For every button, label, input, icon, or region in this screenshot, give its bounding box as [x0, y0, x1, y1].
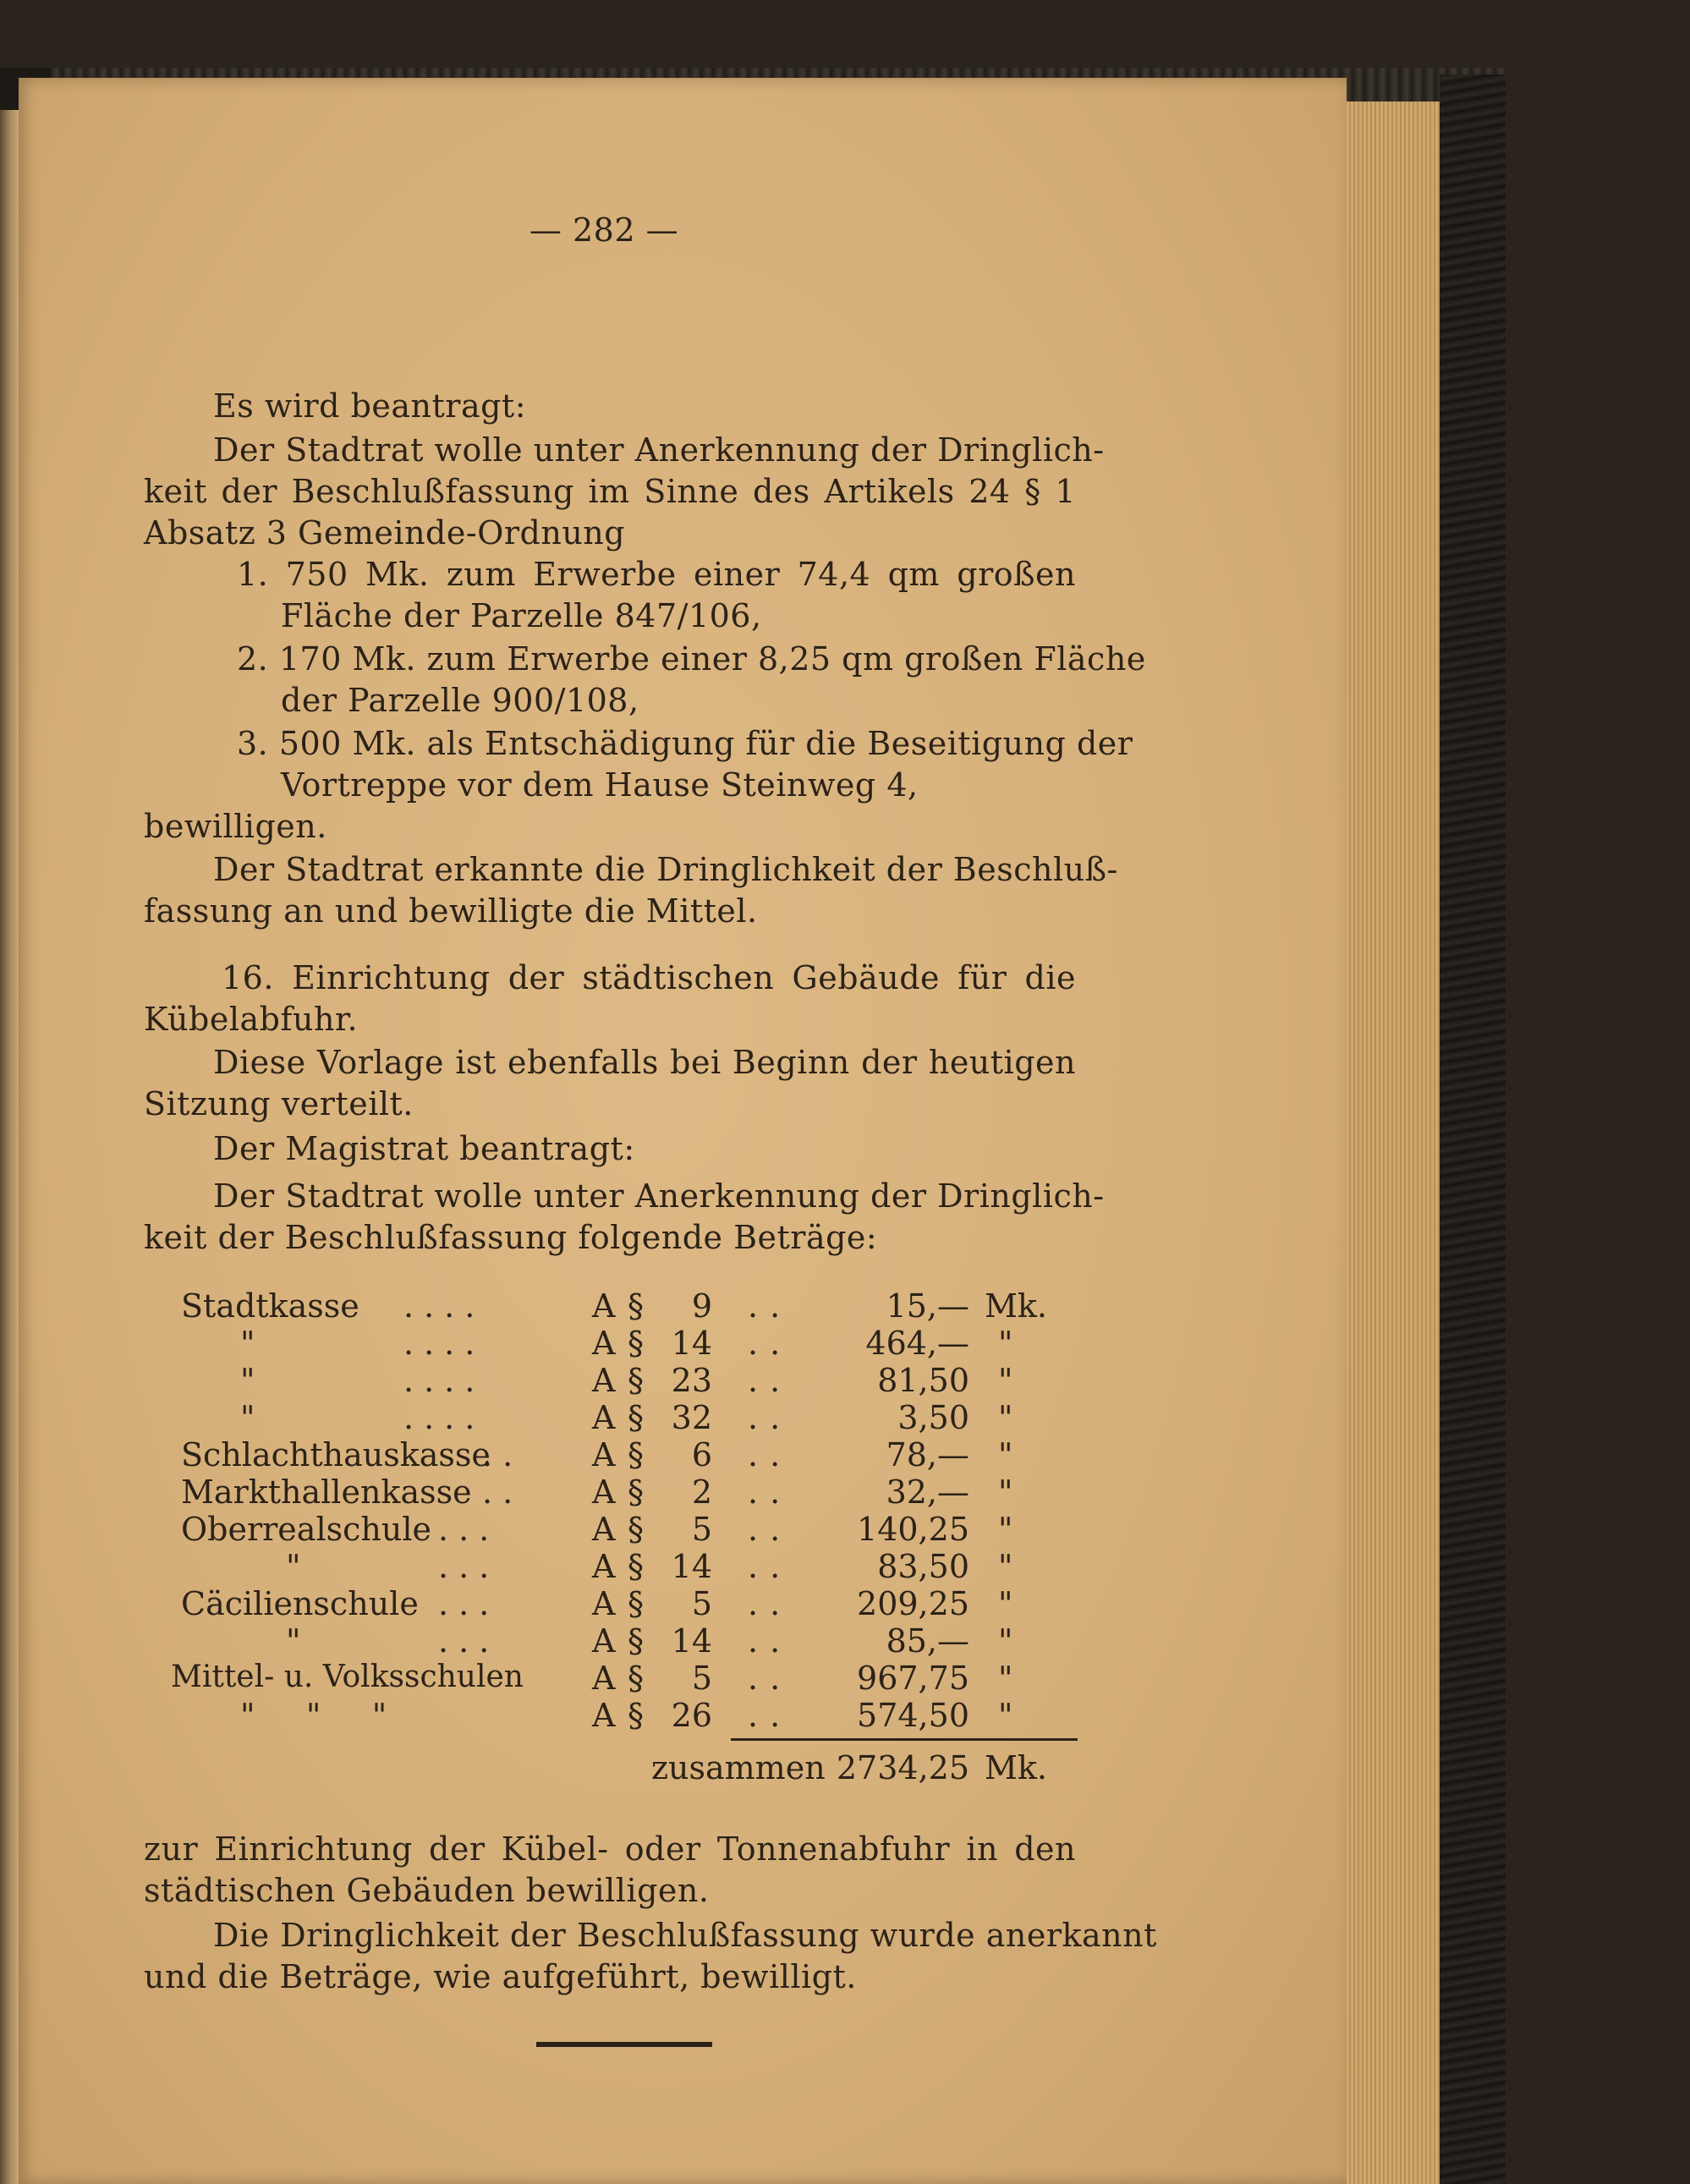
table-cell-label: "	[286, 1548, 301, 1585]
paragraph-line: zur Einrichtung der Kübel- oder Tonnenabfuhr in den	[144, 1830, 1076, 1868]
table-cell-amount: 15,—	[886, 1287, 969, 1325]
leader-dots: ..	[748, 1511, 793, 1548]
table-cell-label: Schlachthauskasse	[181, 1436, 491, 1473]
table-cell-a: A	[592, 1585, 616, 1622]
table-cell-a: A	[592, 1399, 616, 1436]
leader-dots: ...	[438, 1622, 500, 1660]
paragraph-line: Der Magistrat beantragt:	[213, 1130, 635, 1167]
table-cell-label: Cäcilienschule	[181, 1585, 419, 1622]
table-cell-label: " " "	[240, 1697, 387, 1734]
table-row	[19, 1362, 1118, 1399]
table-cell-a: A	[592, 1660, 616, 1697]
table-cell-section-number: 26	[671, 1697, 712, 1734]
leader-dots: ..	[748, 1436, 793, 1473]
leader-dots: ...	[438, 1548, 500, 1585]
table-total-amount: 2734,25	[836, 1749, 969, 1786]
table-total-unit: Mk.	[985, 1749, 1048, 1786]
table-row	[19, 1585, 1118, 1622]
table-cell-unit: "	[998, 1697, 1013, 1734]
leader-dots: ..	[748, 1548, 793, 1585]
list-item-line: Vortreppe vor dem Hause Steinweg 4,	[281, 766, 919, 804]
section-heading-line: 16. Einrichtung der städtischen Gebäude für die	[222, 959, 1076, 996]
table-cell-a: A	[592, 1622, 616, 1660]
table-cell-amount: 140,25	[857, 1511, 969, 1548]
list-item-line: 3. 500 Mk. als Entschädigung für die Beseitigung der	[237, 725, 1133, 762]
paragraph-line: keit der Beschlußfassung im Sinne des Artikels 24 § 1	[144, 473, 1076, 510]
leader-dots: ..	[748, 1325, 793, 1362]
leader-dots: ..	[748, 1622, 793, 1660]
table-cell-label: "	[240, 1325, 255, 1362]
table-cell-unit: "	[998, 1548, 1013, 1585]
section-sign: §	[628, 1287, 644, 1325]
table-cell-amount: 3,50	[897, 1399, 969, 1436]
table-cell-amount: 967,75	[857, 1660, 969, 1697]
list-item-line: Fläche der Parzelle 847/106,	[281, 597, 762, 634]
sum-rule	[731, 1738, 1078, 1741]
paragraph-line: Diese Vorlage ist ebenfalls bei Beginn der heutigen	[213, 1044, 1076, 1081]
leader-dots: ....	[403, 1325, 486, 1362]
table-row	[19, 1622, 1118, 1660]
table-cell-a: A	[592, 1362, 616, 1399]
table-cell-label: "	[286, 1622, 301, 1660]
table-cell-a: A	[592, 1511, 616, 1548]
section-sign: §	[628, 1436, 644, 1473]
leader-dots: ..	[748, 1362, 793, 1399]
table-cell-amount: 209,25	[857, 1585, 969, 1622]
section-heading-line: Kübelabfuhr.	[144, 1001, 359, 1038]
table-cell-section-number: 32	[671, 1399, 712, 1436]
leader-dots: ..	[748, 1697, 793, 1734]
table-cell-label: Markthallenkasse	[181, 1473, 472, 1511]
table-cell-label: "	[240, 1362, 255, 1399]
section-sign: §	[628, 1362, 644, 1399]
section-sign: §	[628, 1325, 644, 1362]
table-cell-unit: "	[998, 1585, 1013, 1622]
table-cell-section-number: 14	[671, 1548, 712, 1585]
table-cell-unit: "	[998, 1362, 1013, 1399]
table-row	[19, 1548, 1118, 1585]
table-row	[19, 1473, 1118, 1511]
table-cell-a: A	[592, 1287, 616, 1325]
leader-dots: ....	[403, 1362, 486, 1399]
section-sign: §	[628, 1399, 644, 1436]
table-cell-amount: 81,50	[877, 1362, 969, 1399]
table-row	[19, 1436, 1118, 1473]
table-cell-unit: "	[998, 1622, 1013, 1660]
page-stack-edge	[1347, 102, 1440, 2184]
list-item-line: 1. 750 Mk. zum Erwerbe einer 74,4 qm großen	[237, 556, 1076, 593]
table-cell-section-number: 6	[691, 1436, 712, 1473]
left-page-edge	[0, 110, 19, 2184]
table-row	[19, 1511, 1118, 1548]
section-sign: §	[628, 1660, 644, 1697]
leader-dots: ....	[403, 1399, 486, 1436]
table-cell-label: Oberrealschule	[181, 1511, 431, 1548]
table-total-label: zusammen	[651, 1749, 826, 1786]
table-cell-a: A	[592, 1325, 616, 1362]
table-row	[19, 1660, 1118, 1697]
table-cell-label: Mittel- u. Volksschulen	[171, 1660, 524, 1694]
table-cell-a: A	[592, 1436, 616, 1473]
section-sign: §	[628, 1473, 644, 1511]
leader-dots: ..	[482, 1436, 524, 1473]
table-cell-amount: 574,50	[857, 1697, 969, 1734]
paragraph-heading: Es wird beantragt:	[213, 387, 526, 425]
paragraph-line: städtischen Gebäuden bewilligen.	[144, 1872, 710, 1909]
leader-dots: ..	[748, 1660, 793, 1697]
table-cell-section-number: 5	[691, 1511, 712, 1548]
table-cell-label: "	[240, 1399, 255, 1436]
section-sign: §	[628, 1548, 644, 1585]
table-cell-section-number: 23	[671, 1362, 712, 1399]
table-cell-amount: 32,—	[886, 1473, 969, 1511]
table-cell-section-number: 5	[691, 1585, 712, 1622]
table-cell-a: A	[592, 1548, 616, 1585]
leader-dots: ..	[482, 1473, 524, 1511]
table-cell-section-number: 9	[691, 1287, 712, 1325]
table-cell-label: Stadtkasse	[181, 1287, 359, 1325]
paragraph-line: und die Beträge, wie aufgeführt, bewilligt.	[144, 1958, 857, 1995]
table-total-row	[19, 1749, 1118, 1786]
table-cell-a: A	[592, 1697, 616, 1734]
paragraph-line: Sitzung verteilt.	[144, 1085, 414, 1122]
leader-dots: ....	[403, 1287, 486, 1325]
table-cell-section-number: 14	[671, 1325, 712, 1362]
table-cell-unit: Mk.	[985, 1287, 1048, 1325]
table-cell-a: A	[592, 1473, 616, 1511]
table-cell-unit: "	[998, 1436, 1013, 1473]
paragraph-line: Der Stadtrat wolle unter Anerkennung der Dringlich-	[213, 1177, 1105, 1215]
paragraph-line: fassung an und bewilligte die Mittel.	[144, 892, 758, 930]
table-row	[19, 1325, 1118, 1362]
section-sign: §	[628, 1511, 644, 1548]
table-cell-unit: "	[998, 1511, 1013, 1548]
leader-dots: ..	[748, 1585, 793, 1622]
table-row	[19, 1287, 1118, 1325]
section-sign: §	[628, 1585, 644, 1622]
table-cell-section-number: 2	[691, 1473, 712, 1511]
table-row	[19, 1399, 1118, 1436]
leader-dots: ...	[438, 1511, 500, 1548]
table-cell-unit: "	[998, 1473, 1013, 1511]
section-sign: §	[628, 1622, 644, 1660]
page-number: — 282 —	[529, 211, 679, 249]
table-cell-amount: 85,—	[886, 1622, 969, 1660]
table-cell-amount: 83,50	[877, 1548, 969, 1585]
table-cell-unit: "	[998, 1325, 1013, 1362]
paragraph-line: bewilligen.	[144, 808, 327, 845]
table-cell-section-number: 14	[671, 1622, 712, 1660]
list-item-line: 2. 170 Mk. zum Erwerbe einer 8,25 qm großen Fläche	[237, 640, 1146, 678]
paragraph-line: Der Stadtrat wolle unter Anerkennung der Dringlich-	[213, 431, 1105, 469]
leader-dots: ..	[748, 1287, 793, 1325]
table-cell-amount: 464,—	[865, 1325, 969, 1362]
list-item-line: der Parzelle 900/108,	[281, 682, 639, 719]
table-cell-unit: "	[998, 1660, 1013, 1697]
leader-dots: ...	[438, 1585, 500, 1622]
paragraph-line: Die Dringlichkeit der Beschlußfassung wurde anerkannt	[213, 1917, 1157, 1954]
paragraph-line: keit der Beschlußfassung folgende Beträge:	[144, 1219, 878, 1256]
table-cell-section-number: 5	[691, 1660, 712, 1697]
leader-dots: ..	[748, 1473, 793, 1511]
paragraph-line: Der Stadtrat erkannte die Dringlichkeit der Beschluß-	[213, 851, 1118, 888]
table-row	[19, 1697, 1118, 1734]
table-cell-unit: "	[998, 1399, 1013, 1436]
document-page	[19, 78, 1347, 2184]
leader-dots: ..	[748, 1399, 793, 1436]
end-rule	[536, 2042, 712, 2047]
book-cover-edge	[1440, 74, 1506, 2184]
table-cell-amount: 78,—	[886, 1436, 969, 1473]
paragraph-line: Absatz 3 Gemeinde-Ordnung	[144, 514, 626, 551]
section-sign: §	[628, 1697, 644, 1734]
